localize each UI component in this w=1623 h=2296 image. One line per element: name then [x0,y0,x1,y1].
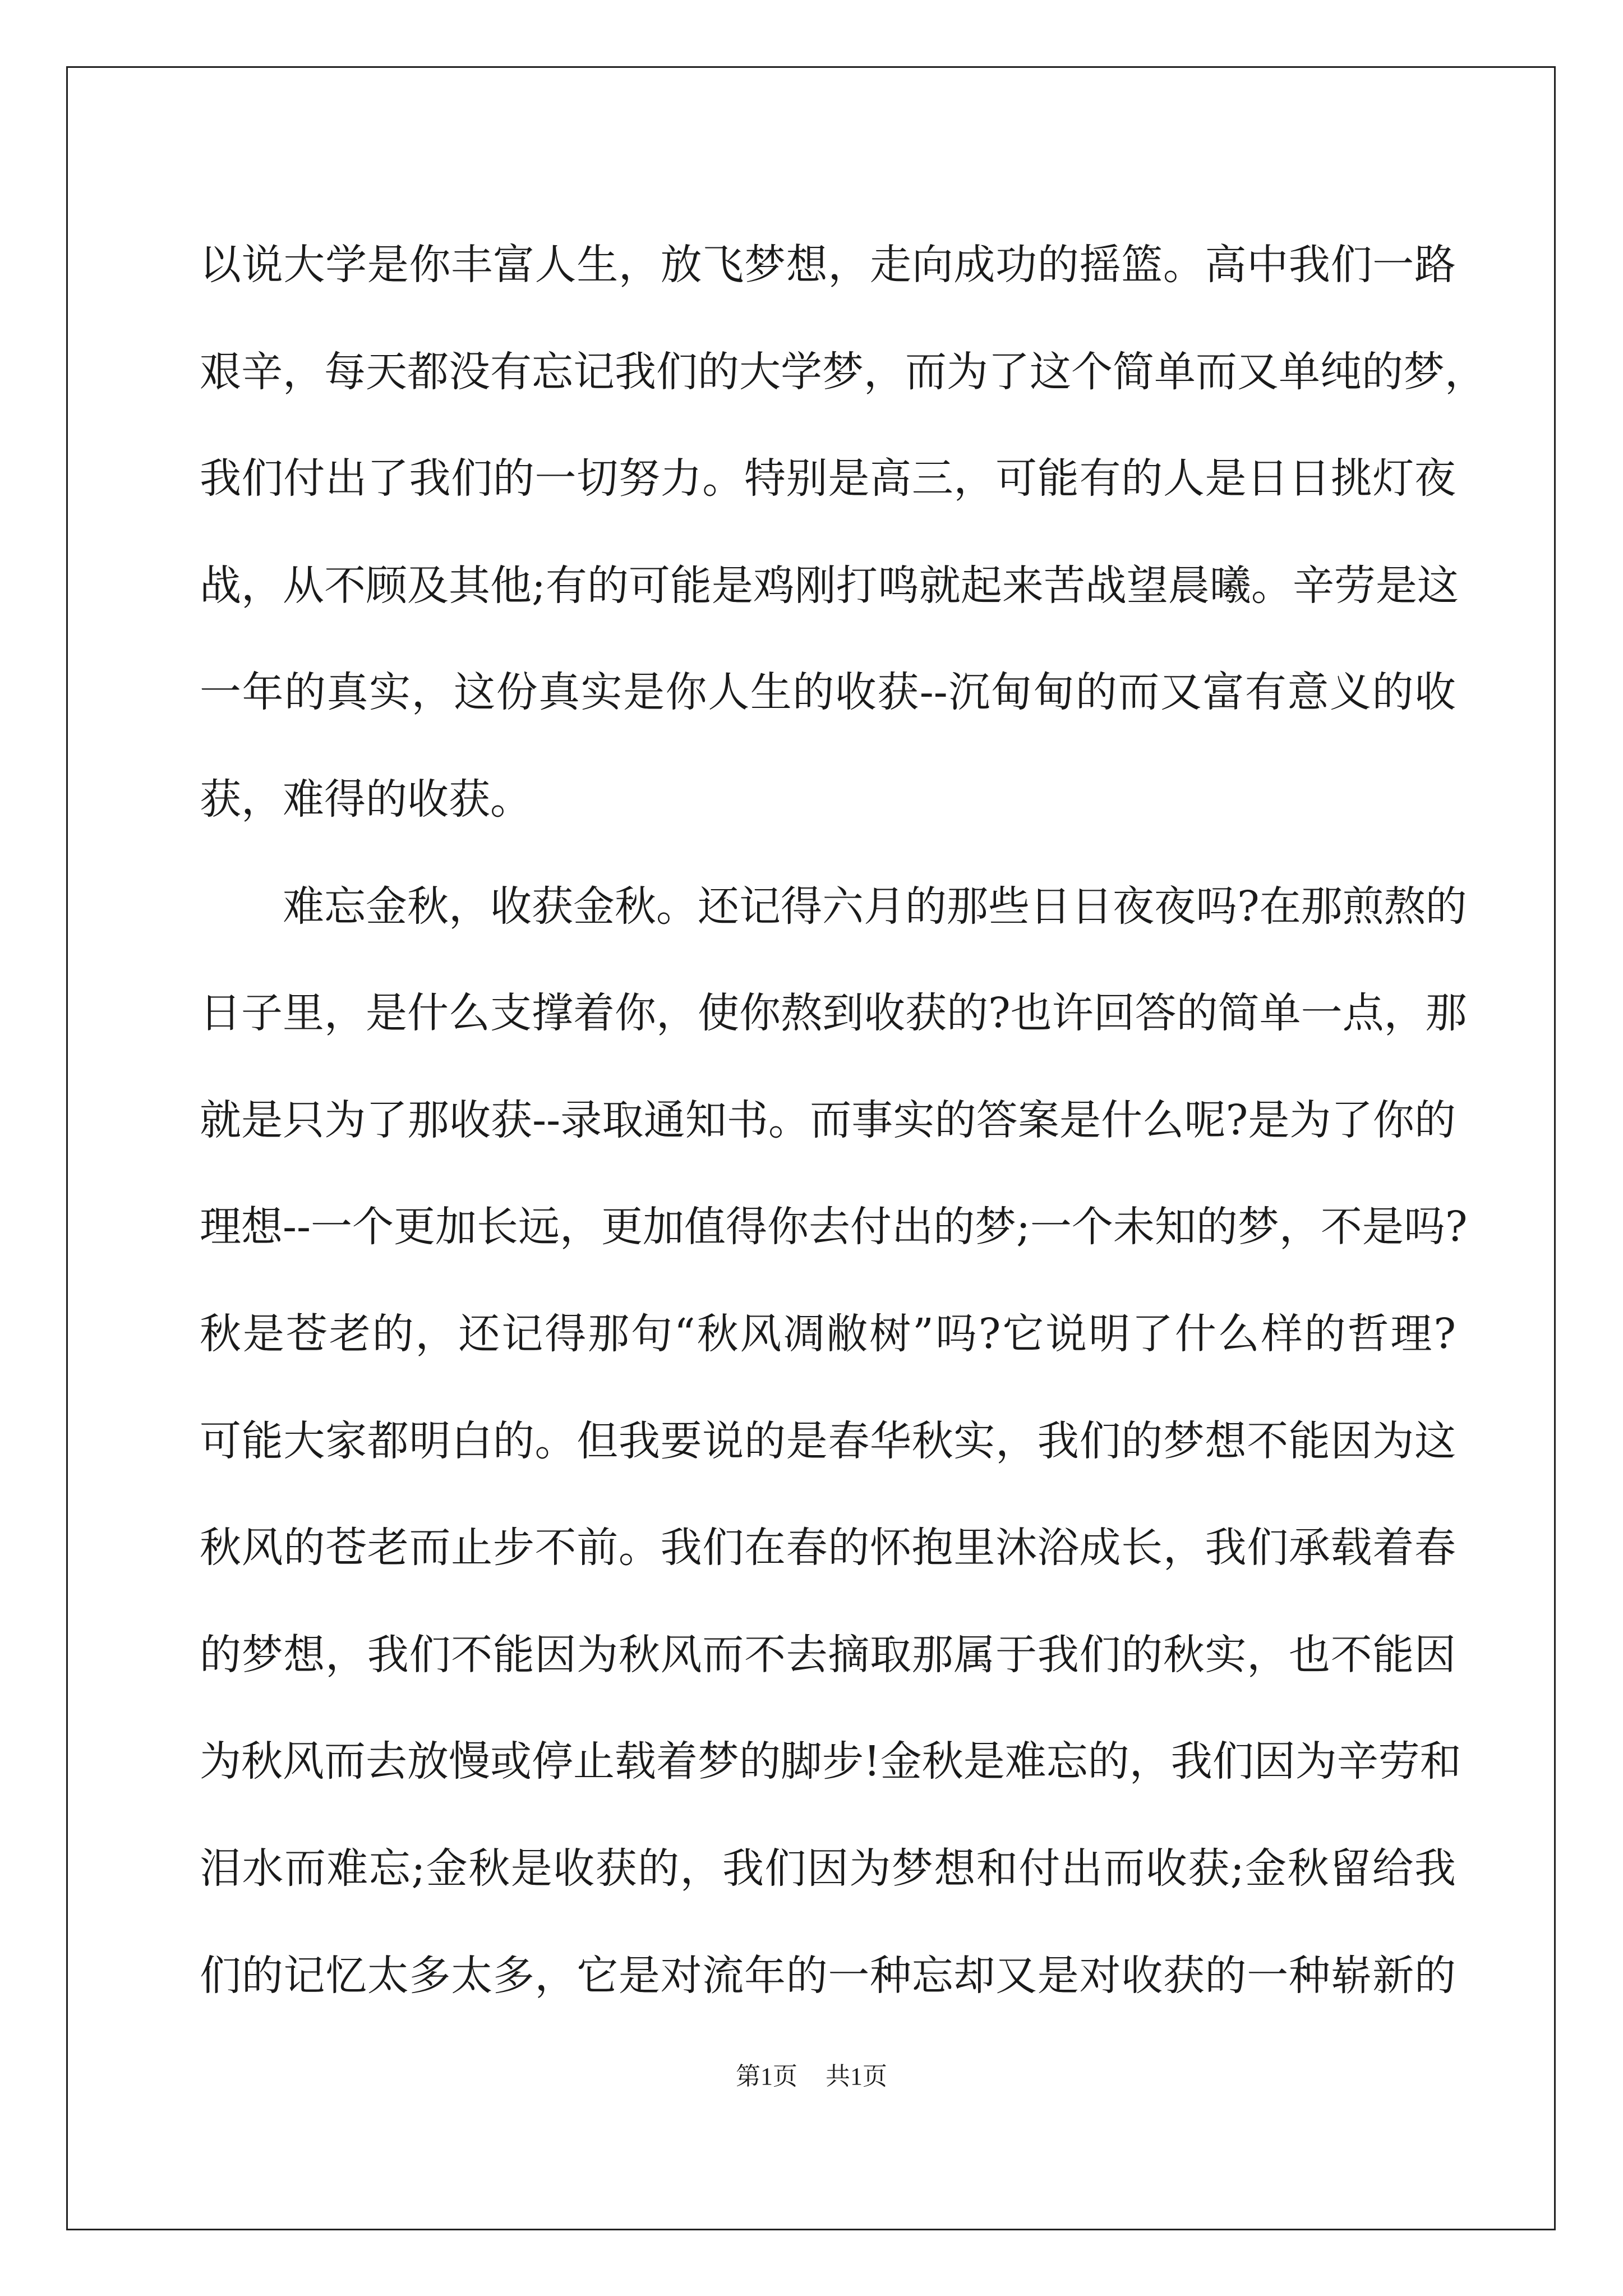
text-line: 战，从不顾及其他;有的可能是鸡刚打鸣就起来苦战望晨曦。辛劳是这 [200,561,1459,610]
text-line: 以说大学是你丰富人生，放飞梦想，走向成功的摇篮。高中我们一路 [200,241,1456,289]
document-body [200,211,1486,2029]
text-line: 我们付出了我们的一切努力。特别是高三，可能有的人是日日挑灯夜 [200,454,1456,503]
page-number: 第1页 [736,2063,797,2090]
text-line: 泪水而难忘;金秋是收获的，我们因为梦想和付出而收获;金秋留给我 [200,1844,1456,1893]
text-line: 为秋风而去放慢或停止载着梦的脚步!金秋是难忘的，我们因为辛劳和 [200,1737,1461,1786]
text-line: 日子里，是什么支撑着你，使你熬到收获的?也许回答的简单一点，那 [200,989,1467,1038]
text-line: 理想--一个更加长远，更加值得你去付出的梦;一个未知的梦，不是吗? [200,1203,1468,1251]
text-line: 就是只为了那收获--录取通知书。而事实的答案是什么呢?是为了你的 [200,1096,1456,1144]
page-footer [0,2056,1623,2092]
text-line: 艰辛，每天都没有忘记我们的大学梦，而为了这个简单而又单纯的梦， [200,347,1486,396]
text-line: 秋是苍老的，还记得那句“秋风凋敝树”吗?它说明了什么样的哲理? [200,1309,1456,1358]
text-line: 一年的真实，这份真实是你人生的收获--沉甸甸的而又富有意义的收 [200,668,1456,717]
text-line: 们的记忆太多太多，它是对流年的一种忘却又是对收获的一种崭新的 [200,1951,1456,2000]
text-line: 获，难得的收获。 [200,775,532,823]
text-line: 难忘金秋，收获金秋。还记得六月的那些日日夜夜吗?在那煎熬的 [200,882,1467,931]
text-line: 的梦想，我们不能因为秋风而不去摘取那属于我们的秋实，也不能因 [200,1630,1456,1679]
text-line: 可能大家都明白的。但我要说的是春华秋实，我们的梦想不能因为这 [200,1416,1456,1465]
text-line: 秋风的苍老而止步不前。我们在春的怀抱里沐浴成长，我们承载着春 [200,1524,1456,1572]
page-total: 共1页 [826,2063,887,2090]
